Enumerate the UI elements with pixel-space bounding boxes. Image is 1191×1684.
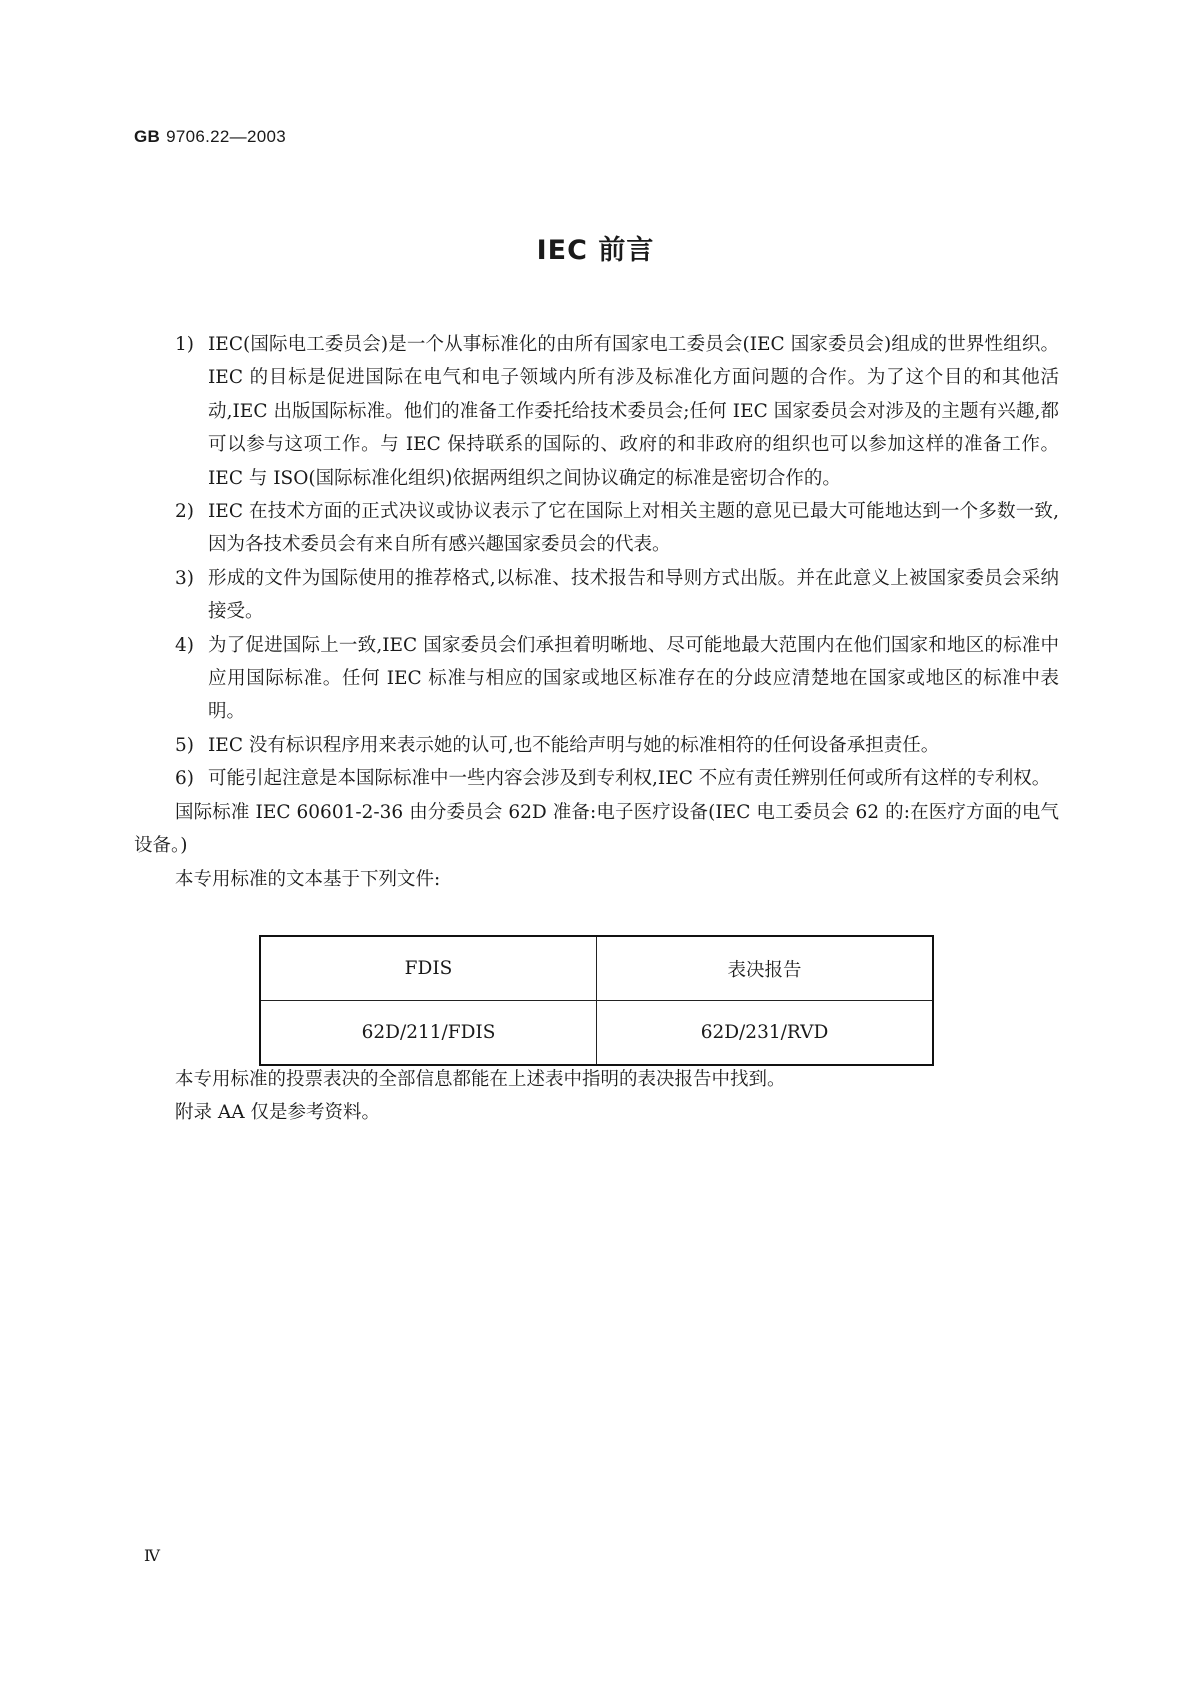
list-item-number: 5) — [175, 734, 194, 756]
table-header-row — [260, 936, 933, 1001]
list-item-text: IEC(国际电工委员会)是一个从事标准化的由所有国家电工委员会(IEC 国家委员会)组成的世界性组织。IEC 的目标是促进国际在电气和电子领域内所有涉及标准化方面问题的合作。为了这个目的和其他活动,IEC 出版国际标准。他们的准备工作委托给技术委员会;任何 IEC 国家委员会对涉及的主题有兴趣,都可以参与这项工作。与 IEC 保持联系的国际的、政府的和非政府的组织也可以参加这样的准备工作。IEC 与 ISO(国际标准化组织)依据两组织之间协议确定的标准是密切合作的。 — [208, 334, 1059, 489]
list-item-number: 2) — [175, 501, 194, 523]
list-item — [134, 629, 1059, 729]
list-item-number: 3) — [175, 567, 194, 589]
list-item-text: 为了促进国际上一致,IEC 国家委员会们承担着明晰地、尽可能地最大范围内在他们国家和地区的标准中应用国际标准。任何 IEC 标准与相应的国家或地区标准存在的分歧应清楚地在国家或地区的标准中表明。 — [208, 634, 1059, 723]
list-item-text: IEC 在技术方面的正式决议或协议表示了它在国际上对相关主题的意见已最大可能地达到一个多数一致,因为各技术委员会有来自所有感兴趣国家委员会的代表。 — [208, 501, 1059, 556]
page-title: IEC 前言 — [536, 235, 655, 266]
list-item-number: 4) — [175, 634, 194, 656]
standard-prefix: GB — [134, 127, 161, 146]
foreword-list — [134, 328, 1059, 796]
table-header-vote-report: 表决报告 — [597, 936, 934, 1001]
documents-table — [259, 935, 934, 1066]
vote-info-paragraph: 本专用标准的投票表决的全部信息都能在上述表中指明的表决报告中找到。 — [175, 1069, 786, 1090]
foreword-body — [134, 328, 1059, 896]
list-item-text: 形成的文件为国际使用的推荐格式,以标准、技术报告和导则方式出版。并在此意义上被国家委员会采纳接受。 — [208, 567, 1059, 623]
list-item-text: 可能引起注意是本国际标准中一些内容会涉及到专利权,IEC 不应有责任辨别任何或所有这样的专利权。 — [208, 768, 1051, 790]
document-code — [134, 127, 286, 147]
list-item — [134, 495, 1059, 562]
table-cell-rvd: 62D/231/RVD — [597, 1001, 934, 1066]
table-row — [260, 1001, 933, 1066]
based-on-paragraph: 本专用标准的文本基于下列文件: — [175, 868, 441, 890]
page-number: Ⅳ — [144, 1546, 160, 1565]
table-header-fdis: FDIS — [260, 936, 597, 1001]
after-table-text — [134, 1063, 1059, 1130]
list-item-number: 1) — [175, 334, 194, 355]
standard-number: 9706.22—2003 — [166, 127, 286, 146]
list-item — [134, 729, 1059, 762]
prepared-by-paragraph: 国际标准 IEC 60601-2-36 由分委员会 62D 准备:电子医疗设备(IEC 电工委员会 62 的:在医疗方面的电气设备。) — [134, 801, 1059, 857]
list-item — [134, 762, 1059, 795]
list-item — [134, 328, 1059, 495]
list-item-number: 6) — [175, 768, 194, 790]
annex-paragraph: 附录 AA 仅是参考资料。 — [175, 1102, 380, 1124]
list-item-text: IEC 没有标识程序用来表示她的认可,也不能给声明与她的标准相符的任何设备承担责任。 — [208, 734, 940, 756]
list-item — [134, 562, 1059, 629]
table-cell-fdis: 62D/211/FDIS — [260, 1001, 597, 1066]
